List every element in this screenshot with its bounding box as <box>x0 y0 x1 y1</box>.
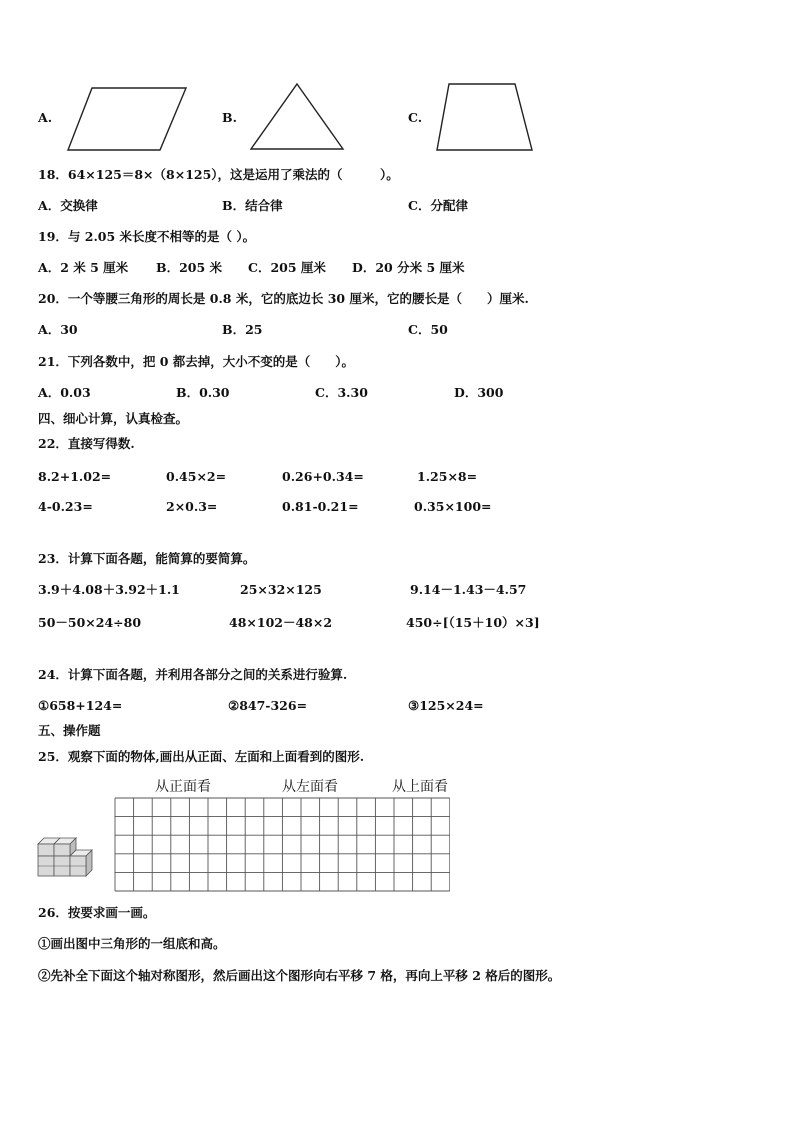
q21-option-d: D．300 <box>454 385 504 400</box>
q21-option-c: C．3.30 <box>315 385 368 400</box>
view-label-top: 从上面看 <box>392 779 448 795</box>
section-4-title: 四、细心计算，认真检查。 <box>38 411 189 426</box>
q22-item: 2×0.3= <box>166 499 218 514</box>
q18-option-b: B．结合律 <box>222 198 283 213</box>
q23-item: 48×102－48×2 <box>229 615 333 630</box>
q24-item: ③125×24= <box>408 698 484 713</box>
q22-item: 8.2+1.02= <box>38 469 112 484</box>
drawing-grid[interactable] <box>114 797 450 893</box>
q19-option-c: C．205 厘米 <box>248 260 326 275</box>
q18-option-a: A．交换律 <box>38 198 98 213</box>
q20-stem: 20．一个等腰三角形的周长是 0.8 米，它的底边长 30 厘米，它的腰长是（ ）厘米. <box>38 291 529 306</box>
q22-item: 0.81-0.21= <box>282 499 359 514</box>
q24-stem: 24．计算下面各题，并利用各部分之间的关系进行验算. <box>38 667 348 682</box>
q21-stem: 21．下列各数中，把 0 都去掉，大小不变的是（ ）。 <box>38 354 355 369</box>
q19-option-b: B．205 米 <box>156 260 223 275</box>
q22-stem: 22．直接写得数. <box>38 436 135 451</box>
q21-option-a: A．0.03 <box>38 385 91 400</box>
triangle-shape <box>248 82 346 152</box>
q17-option-c-label: C. <box>408 110 423 125</box>
q17-option-a-label: A. <box>38 110 53 125</box>
q25-stem: 25．观察下面的物体,画出从正面、左面和上面看到的图形. <box>38 749 365 764</box>
q20-option-c: C．50 <box>408 322 448 337</box>
q17-option-b-label: B. <box>222 110 237 125</box>
q23-item: 3.9＋4.08＋3.92＋1.1 <box>38 582 180 597</box>
view-label-left: 从左面看 <box>282 779 338 795</box>
q24-item: ②847-326= <box>228 698 308 713</box>
q22-item: 0.35×100= <box>414 499 492 514</box>
q24-item: ①658+124= <box>38 698 123 713</box>
q26-item: ②先补全下面这个轴对称图形，然后画出这个图形向右平移 7 格，再向上平移 2 格后的图形。 <box>38 968 561 983</box>
parallelogram-shape <box>66 86 190 152</box>
q26-item: ①画出图中三角形的一组底和高。 <box>38 936 226 951</box>
q20-option-a: A．30 <box>38 322 78 337</box>
q23-item: 25×32×125 <box>240 582 322 597</box>
q22-item: 4-0.23= <box>38 499 93 514</box>
q23-stem: 23．计算下面各题，能简算的要简算。 <box>38 551 256 566</box>
q21-option-b: B．0.30 <box>176 385 230 400</box>
q18-option-c: C．分配律 <box>408 198 468 213</box>
q19-option-d: D．20 分米 5 厘米 <box>352 260 465 275</box>
q22-item: 1.25×8= <box>417 469 478 484</box>
cube-stack-figure <box>36 836 96 880</box>
q23-item: 50－50×24÷80 <box>38 615 142 630</box>
section-5-title: 五、操作题 <box>38 723 101 738</box>
q23-item: 450÷[（15＋10）×3] <box>406 615 540 630</box>
q22-item: 0.45×2= <box>166 469 227 484</box>
q18-stem: 18．64×125＝8×（8×125），这是运用了乘法的（ ）。 <box>38 167 399 182</box>
q23-item: 9.14－1.43－4.57 <box>410 582 527 597</box>
view-label-front: 从正面看 <box>155 779 211 795</box>
q19-option-a: A．2 米 5 厘米 <box>38 260 129 275</box>
trapezoid-shape <box>435 82 535 152</box>
q26-stem: 26．按要求画一画。 <box>38 905 156 920</box>
q20-option-b: B．25 <box>222 322 263 337</box>
q22-item: 0.26+0.34= <box>282 469 364 484</box>
q19-stem: 19．与 2.05 米长度不相等的是（ ）。 <box>38 229 256 244</box>
